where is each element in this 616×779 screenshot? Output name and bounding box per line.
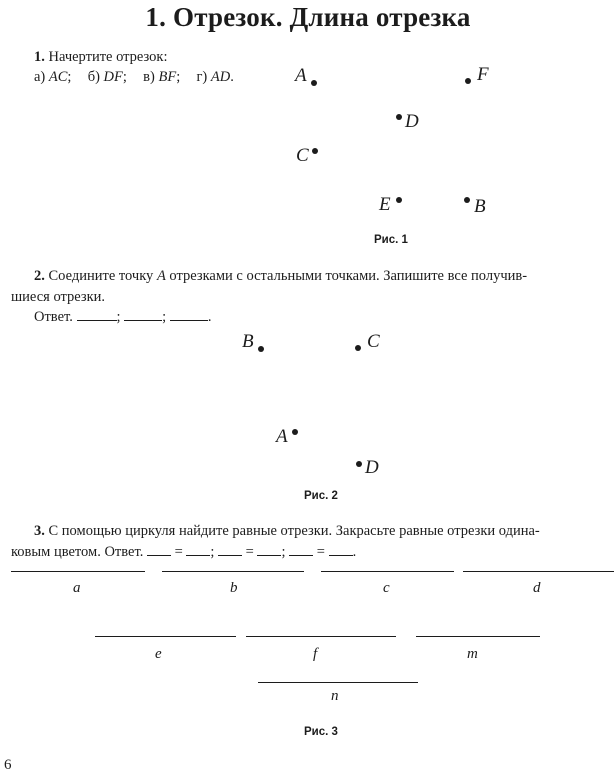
- page-number: 6: [4, 757, 12, 773]
- task3-blank-3[interactable]: [218, 543, 242, 556]
- segment-e: [95, 636, 236, 637]
- task2-statement-line1: 2. Соедините точку A отрезками с остальными точками. Запишите все получив-: [34, 268, 528, 284]
- segment-c-label: c: [383, 580, 390, 596]
- task1-option-a: а) AC;: [34, 69, 72, 85]
- fig1-label-e: E: [379, 194, 391, 215]
- segment-m-label: m: [467, 646, 478, 662]
- task1-number: 1.: [34, 49, 45, 65]
- segment-n-label: n: [331, 688, 339, 704]
- task2-number: 2.: [34, 268, 45, 284]
- fig2-point-b: [258, 346, 264, 352]
- task3-blank-2[interactable]: [186, 543, 210, 556]
- fig1-point-d: [396, 114, 402, 120]
- fig2-label-a: A: [276, 426, 288, 447]
- fig2-label-c: C: [367, 331, 380, 352]
- task2-answer-blank-1[interactable]: [77, 308, 117, 321]
- segment-c: [321, 571, 454, 572]
- fig1-point-c: [312, 148, 318, 154]
- segment-b-label: b: [230, 580, 238, 596]
- task3-blank-1[interactable]: [147, 543, 171, 556]
- task3-statement-line2: ковым цветом. Ответ. = ; = ; = .: [11, 544, 357, 560]
- task2-answer: Ответ. ; ; .: [34, 309, 212, 325]
- segment-f: [246, 636, 396, 637]
- fig1-point-f: [465, 78, 471, 84]
- fig2-point-c: [355, 345, 361, 351]
- task3-blank-6[interactable]: [329, 543, 353, 556]
- task1-options: [34, 67, 234, 87]
- segment-a-label: a: [73, 580, 81, 596]
- task2-statement-line2: шиеся отрезки.: [11, 289, 106, 305]
- segment-a: [11, 571, 145, 572]
- fig1-label-c: C: [296, 145, 309, 166]
- segment-e-label: e: [155, 646, 162, 662]
- task1-option-d: г) AD.: [196, 69, 234, 85]
- fig2-point-a: [292, 429, 298, 435]
- segment-d: [463, 571, 614, 572]
- fig2-point-d: [356, 461, 362, 467]
- fig1-label-a: A: [295, 65, 307, 86]
- segment-d-label: d: [533, 580, 541, 596]
- fig1-label-d: D: [405, 111, 419, 132]
- task3-number: 3.: [34, 523, 45, 539]
- fig1-label-b: B: [474, 196, 486, 217]
- page-title: 1. Отрезок. Длина отрезка: [145, 2, 471, 32]
- task2-answer-blank-3[interactable]: [170, 308, 208, 321]
- fig2-caption: Рис. 2: [304, 490, 338, 502]
- fig1-point-e: [396, 197, 402, 203]
- task3-statement-line1: 3. С помощью циркуля найдите равные отрезки. Закрасьте равные отрезки одина-: [34, 523, 540, 539]
- fig1-point-b: [464, 197, 470, 203]
- task1-statement: [34, 47, 168, 67]
- segment-m: [416, 636, 540, 637]
- task3-blank-4[interactable]: [257, 543, 281, 556]
- fig1-caption: Рис. 1: [374, 234, 408, 246]
- segment-b: [162, 571, 304, 572]
- fig1-label-f: F: [477, 64, 489, 85]
- task2-answer-blank-2[interactable]: [124, 308, 162, 321]
- fig3-caption: Рис. 3: [304, 726, 338, 738]
- segment-n: [258, 682, 418, 683]
- task1-option-b: б) DF;: [87, 69, 127, 85]
- fig1-point-a: [311, 80, 317, 86]
- fig2-label-d: D: [365, 457, 379, 478]
- fig2-label-b: B: [242, 331, 254, 352]
- task1-text: Начертите отрезок:: [44, 49, 168, 65]
- task1-option-c: в) BF;: [143, 69, 181, 85]
- task3-blank-5[interactable]: [289, 543, 313, 556]
- segment-f-label: f: [313, 646, 318, 662]
